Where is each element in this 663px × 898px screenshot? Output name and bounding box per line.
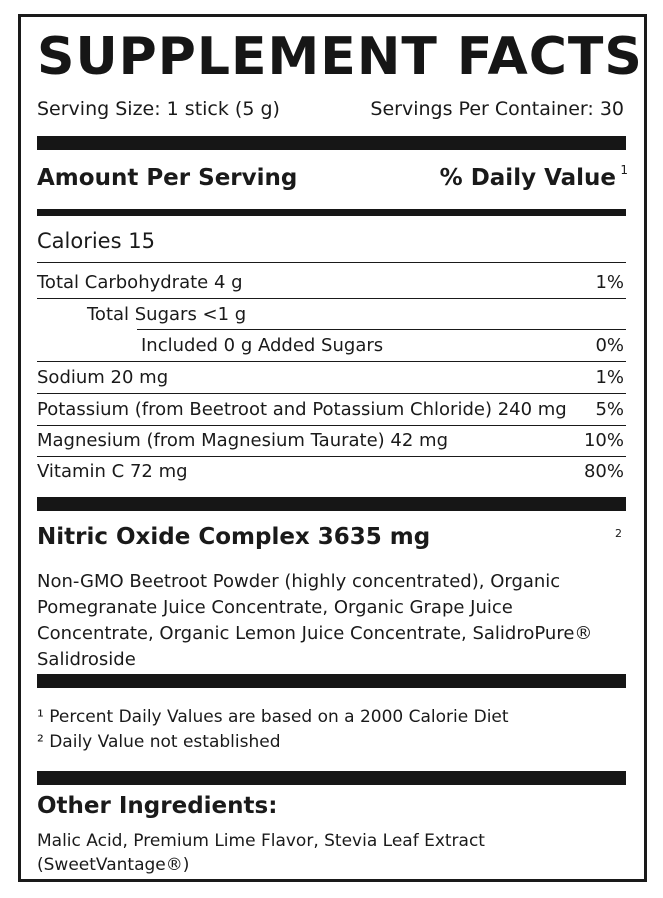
nutrient-daily-value: 0% xyxy=(595,335,624,356)
daily-value-footnote-mark: 1 xyxy=(620,163,628,177)
amount-per-serving-header: Amount Per Serving xyxy=(37,165,298,191)
divider-thin xyxy=(37,262,626,263)
nutrient-daily-value: 80% xyxy=(583,461,624,482)
nutrient-name: Vitamin C 72 mg xyxy=(37,461,188,482)
supplement-facts-panel xyxy=(18,14,647,882)
divider-thin xyxy=(37,425,626,426)
blend-ingredients: Non-GMO Beetroot Powder (highly concentrated), Organic Pomegranate Juice Concentrate, Organic Grape Juice Concentrate, Organic Lemon Juice Concentrate, SalidroPure® Salidroside xyxy=(37,571,593,670)
divider-thin xyxy=(37,361,626,362)
servings-per-container: Servings Per Container: 30 xyxy=(370,98,624,120)
nutrient-daily-value: 10% xyxy=(583,430,624,451)
daily-value-header: % Daily Value xyxy=(439,165,616,191)
blend-footnote-mark: 2 xyxy=(615,527,622,540)
divider-thin xyxy=(37,298,626,299)
nutrient-daily-value: 1% xyxy=(595,367,624,388)
nutrient-daily-value: 1% xyxy=(595,272,624,293)
nutrient-name: Total Sugars <1 g xyxy=(87,304,247,325)
footnote-not-established: ² Daily Value not established xyxy=(37,732,281,752)
divider-thick xyxy=(37,771,626,785)
divider-thick xyxy=(37,136,626,150)
nutrient-name: Potassium (from Beetroot and Potassium Chloride) 240 mg xyxy=(37,399,567,420)
divider-thin xyxy=(137,329,626,330)
divider-thin xyxy=(37,393,626,394)
divider-medium xyxy=(37,209,626,216)
footnote-daily-values: ¹ Percent Daily Values are based on a 2000 Calorie Diet xyxy=(37,707,509,727)
nutrient-name: Total Carbohydrate 4 g xyxy=(37,272,243,293)
calories: Calories 15 xyxy=(37,229,155,253)
other-ingredients-list: Malic Acid, Premium Lime Flavor, Stevia Leaf Extract (SweetVantage®) xyxy=(37,831,485,875)
nutrient-name: Magnesium (from Magnesium Taurate) 42 mg xyxy=(37,430,449,451)
nutrient-name: Sodium 20 mg xyxy=(37,367,169,388)
divider-thick xyxy=(37,674,626,688)
nutrient-name: Included 0 g Added Sugars xyxy=(141,335,384,356)
divider-thick xyxy=(37,497,626,511)
nutrient-daily-value: 5% xyxy=(595,399,624,420)
other-ingredients-title: Other Ingredients: xyxy=(37,793,278,819)
panel-title: SUPPLEMENT FACTS xyxy=(37,27,643,87)
divider-thin xyxy=(37,456,626,457)
blend-name: Nitric Oxide Complex 3635 mg xyxy=(37,524,431,550)
serving-size: Serving Size: 1 stick (5 g) xyxy=(37,98,280,120)
